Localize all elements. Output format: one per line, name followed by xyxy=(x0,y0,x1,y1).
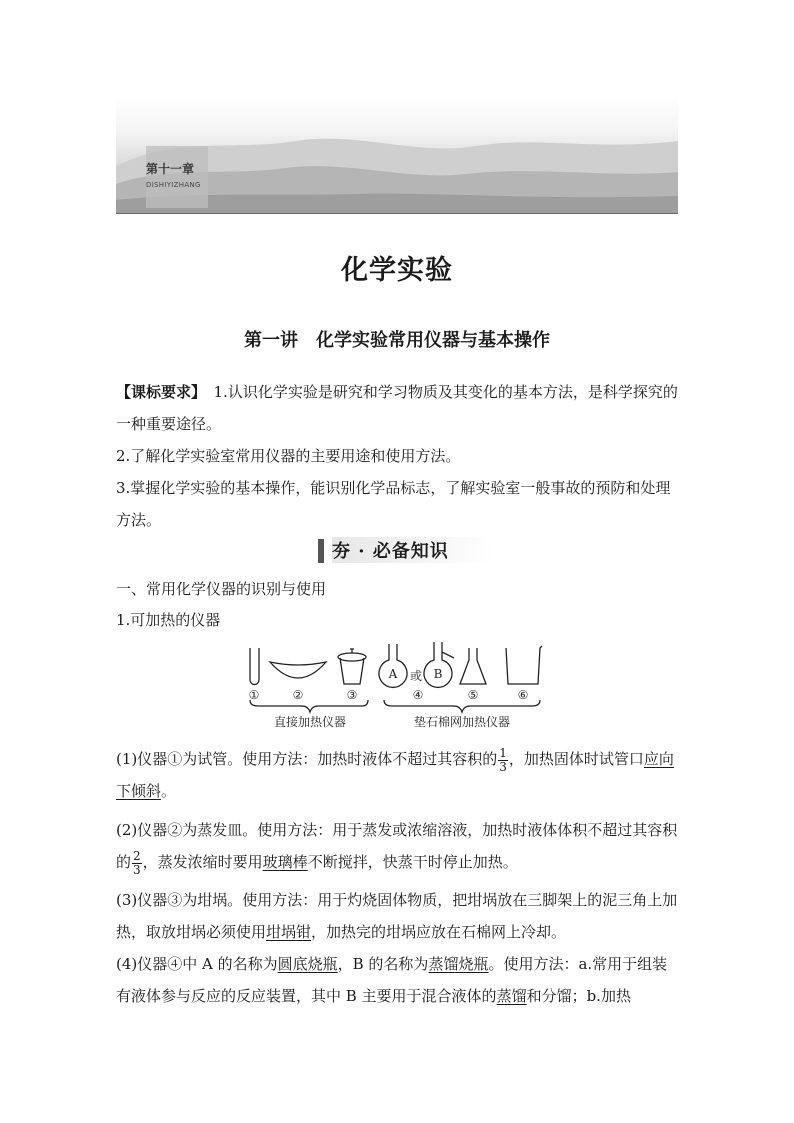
label-6: ⑥ xyxy=(517,688,529,702)
heading-instruments: 一、常用化学仪器的识别与使用 xyxy=(116,580,327,598)
fraction-two-thirds: $\frac{2}{3}$ xyxy=(133,848,141,877)
beaker-icon xyxy=(506,646,542,684)
chapter-box xyxy=(146,146,208,208)
evaporating-dish-icon xyxy=(270,662,326,678)
chapter-label: 第十一章 xyxy=(146,162,195,176)
section-title: 夯 · 必备知识 xyxy=(332,537,492,563)
item-crucible: (3)仪器③为坩埚。使用方法：用于灼烧固体物质，把坩埚放在三脚架上的泥三角上加热，取放坩埚必须使用坩埚钳，加热完的坩埚应放在石棉网上冷却。 xyxy=(116,891,678,941)
requirements-item-3: 3.掌握化学实验的基本操作，能识别化学品标志，了解实验室一般事故的预防和处理方法。 xyxy=(116,479,671,529)
requirements-item-1: 【课标要求】 1.认识化学实验是研究和学习物质及其变化的基本方法，是科学探究的一种重要途径。 xyxy=(116,383,678,433)
item-evaporating-dish: (2)仪器②为蒸发皿。使用方法：用于蒸发或浓缩溶液，加热时液体体积不超过其容积的 $\frac{2}{3}$ ，蒸发浓缩时要用玻璃棒不断搅拌，快蒸干时停止加热。 xyxy=(116,821,678,877)
lesson-title: 第一讲 化学实验常用仪器与基本操作 xyxy=(244,330,550,351)
item-flasks: (4)仪器④中 A 的名称为圆底烧瓶，B 的名称为蒸馏烧瓶。使用方法：a.常用于组装有液体参与反应的反应装置，其中 B 主要用于混合液体的蒸馏和分馏；b.加热 xyxy=(116,955,668,1005)
requirements-tag: 【课标要求】 xyxy=(116,383,199,401)
requirements-item-2: 2.了解化学实验室常用仪器的主要用途和使用方法。 xyxy=(116,447,461,465)
label-1: ① xyxy=(248,688,260,702)
banner-divider xyxy=(116,213,678,214)
answer-distillation: 蒸馏 xyxy=(496,987,527,1005)
answer-distillation-flask: 蒸馏烧瓶 xyxy=(428,955,489,973)
flask-a-label: A xyxy=(388,667,398,681)
answer-glass-rod: 玻璃棒 xyxy=(262,853,308,871)
label-2: ② xyxy=(292,688,304,702)
instrument-figure xyxy=(244,640,544,734)
test-tube-icon xyxy=(250,648,259,684)
answer-crucible-tongs: 坩埚钳 xyxy=(266,923,312,941)
label-3: ③ xyxy=(346,688,358,702)
section-marker xyxy=(318,539,324,563)
flask-b-label: B xyxy=(433,667,443,681)
gauze-heat-caption: 垫石棉网加热仪器 xyxy=(413,715,511,729)
direct-heat-caption: 直接加热仪器 xyxy=(273,715,347,729)
document-title: 化学实验 xyxy=(341,255,453,286)
fraction-one-third: $\frac{1}{3}$ xyxy=(499,745,507,774)
item-test-tube: (1)仪器①为试管。使用方法：加热时液体不超过其容积的 $\frac{1}{3}$ ，加热固体时试管口应向下倾斜。 xyxy=(116,745,674,800)
chapter-pinyin: DISHIYIZHANG xyxy=(146,181,201,189)
conical-flask-icon xyxy=(460,648,486,684)
label-4: ④ xyxy=(412,688,424,702)
crucible-icon xyxy=(338,649,366,684)
chapter-banner xyxy=(116,96,678,214)
heading-heatable: 1.可加热的仪器 xyxy=(116,611,221,629)
or-label: 或 xyxy=(409,669,423,683)
answer-tilt-down: 应向下倾斜 xyxy=(116,750,674,800)
label-5: ⑤ xyxy=(467,688,479,702)
gauze-heat-brace xyxy=(384,700,540,712)
answer-round-bottom-flask: 圆底烧瓶 xyxy=(277,955,338,973)
